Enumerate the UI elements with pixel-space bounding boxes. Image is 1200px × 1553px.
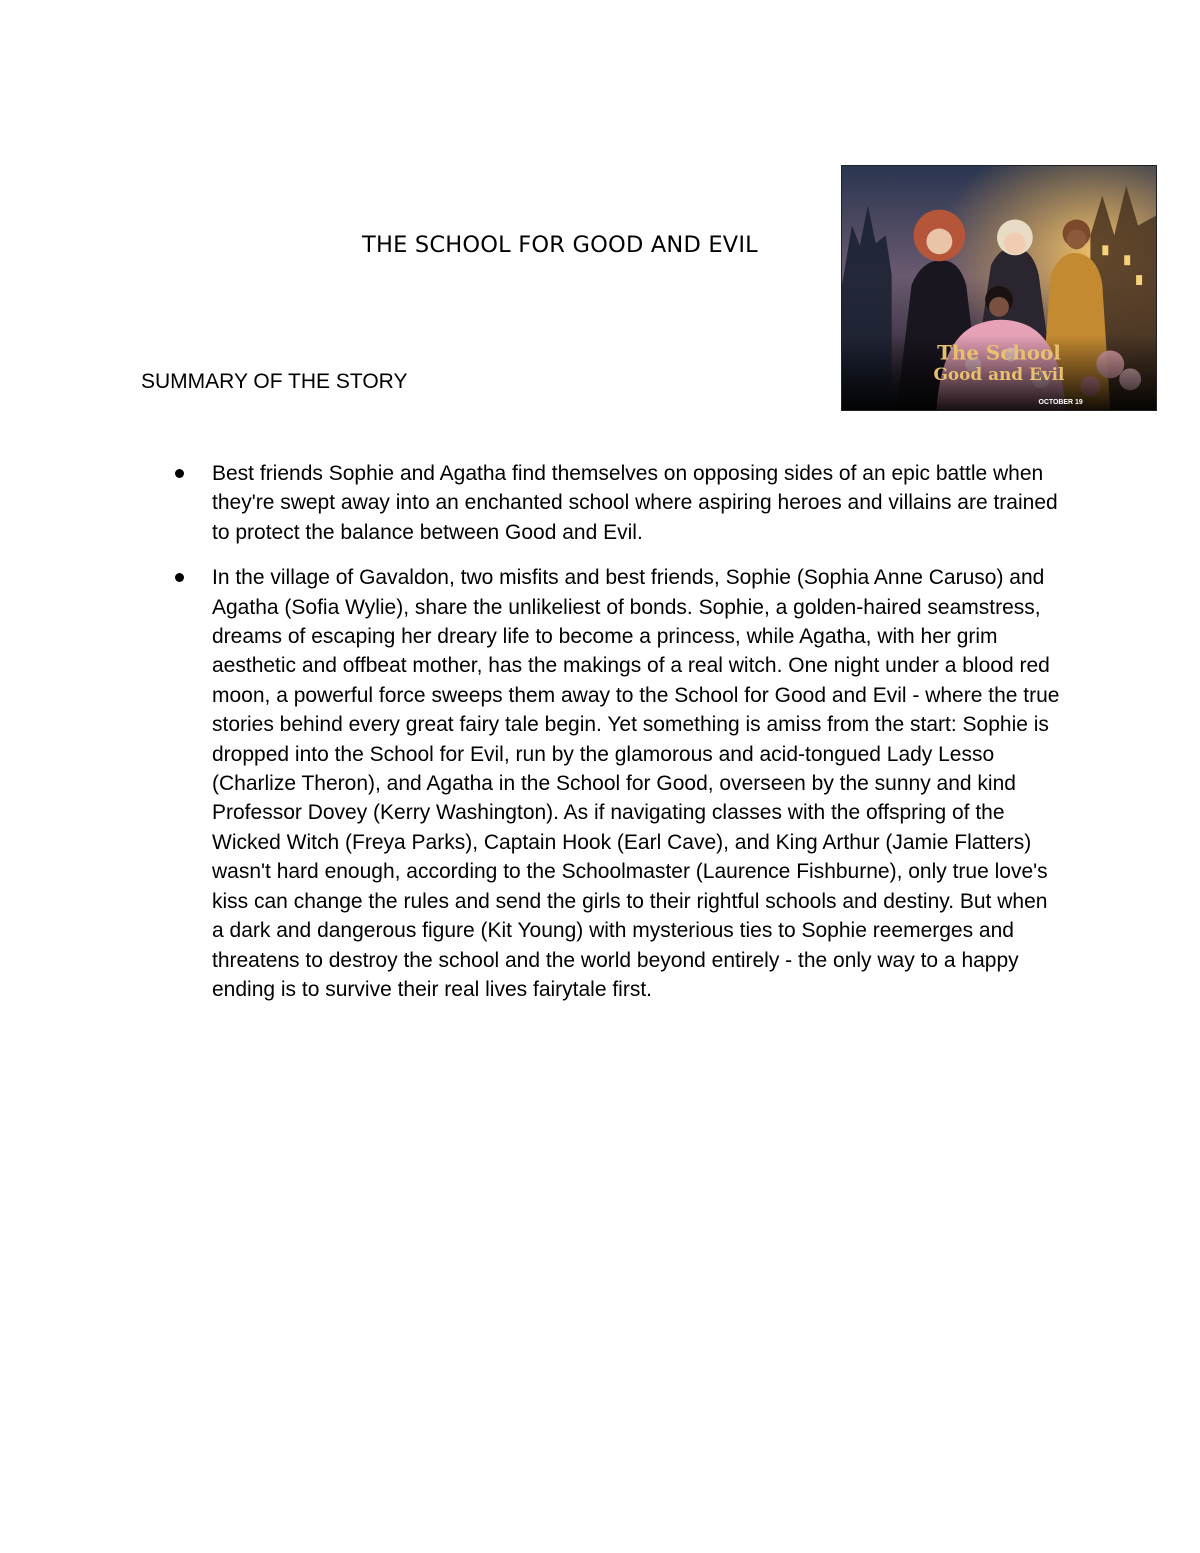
document-title: THE SCHOOL FOR GOOD AND EVIL [362, 232, 758, 258]
poster-date: OCTOBER 19 [1038, 399, 1083, 407]
poster-illustration [842, 166, 1156, 410]
summary-heading: SUMMARY OF THE STORY [141, 370, 408, 393]
summary-bullet-list [212, 459, 1062, 1020]
poster-title-line2: Good and Evil [933, 364, 1065, 385]
bullet-text: In the village of Gavaldon, two misfits and best friends, Sophie (Sophia Anne Caruso) and Agatha (Sofia Wylie), share the unlikeliest of bonds. Sophie, a golden-haired seamstress, dreams of escaping her dreary life to become a princess, while Agatha, with her grim aesthetic and offbeat mother, has the makings of a real witch. One night under a blood red moon, a powerful force sweeps them away to the School for Good and Evil - where the true stories behind every great fairy tale begin. Yet something is amiss from the start: Sophie is dropped into the School for Evil, run by the glamorous and acid-tongued Lady Lesso (Charlize Theron), and Agatha in the School for Good, overseen by the sunny and kind Professor Dovey (Kerry Washington). As if navigating classes with the offspring of the Wicked Witch (Freya Parks), Captain Hook (Earl Cave), and King Arthur (Jamie Flatters) wasn't hard enough, according to the Schoolmaster (Laurence Fishburne), only true love's kiss can change the rules and send the girls to their rightful schools and destiny. But when a dark and dangerous figure (Kit Young) with mysterious ties to Sophie reemerges and threatens to destroy the school and the world beyond entirely - the only way to a happy ending is to survive their real lives fairytale first. [212, 566, 1060, 1001]
summary-bullet-item [212, 459, 1062, 547]
bullet-text: Best friends Sophie and Agatha find themselves on opposing sides of an epic battle when they're swept away into an enchanted school where aspiring heroes and villains are trained to protect the balance between Good and Evil. [212, 462, 1058, 544]
movie-poster-image [841, 165, 1157, 411]
poster-title-line1: The School [937, 340, 1061, 365]
bullet-icon [175, 573, 184, 582]
summary-bullet-item [212, 563, 1062, 1004]
bullet-icon [175, 469, 184, 478]
